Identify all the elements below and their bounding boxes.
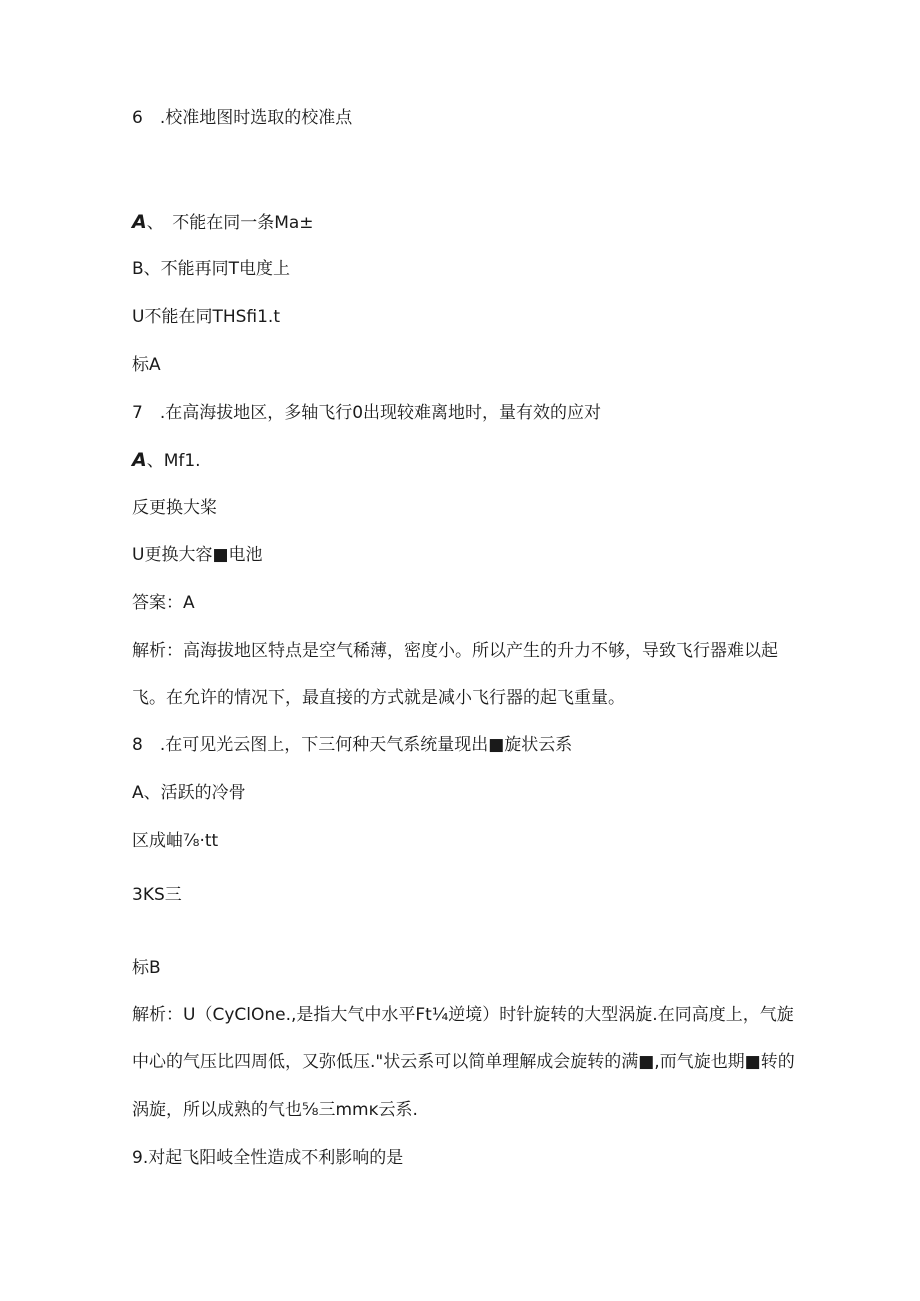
question-8-analysis-line-3: 涡旋，所以成熟的气也⅝三mmĸ云系. xyxy=(132,1100,418,1120)
question-7-analysis-line-1: 解析：高海拔地区特点是空气稀薄，密度小。所以产生的升力不够，导致飞行器难以起 xyxy=(132,641,778,661)
question-8-option-b: 区成岫⅞·tt xyxy=(132,831,219,851)
question-7-option-b: 反更换大桨 xyxy=(132,498,217,518)
question-7-option-c: U更换大容■电池 xyxy=(132,545,263,565)
question-7-option-a xyxy=(132,449,201,472)
option-a-text: 、Mf1. xyxy=(146,451,201,471)
question-6-option-c: U不能在同THSfi1.t xyxy=(132,307,280,327)
option-a-letter: A xyxy=(132,211,147,233)
question-9-title: 9.对起飞阳岐全性造成不利影响的是 xyxy=(132,1148,404,1168)
question-8-option-c: 3KS三 xyxy=(132,885,182,905)
option-a-letter: A xyxy=(132,449,147,471)
question-6-option-b: B、不能再同T电度上 xyxy=(132,259,291,279)
question-8-title: 8 .在可见光云图上，下三何种天气系统量现出■旋状云系 xyxy=(132,735,573,755)
question-7-title: 7 .在高海拔地区，多轴飞行0出现较难离地时，量有效的应对 xyxy=(132,403,602,423)
question-7-analysis-line-2: 飞。在允许的情况下，最直接的方式就是减小飞行器的起飞重量。 xyxy=(132,688,625,708)
question-8-analysis-line-1: 解析：U（CyClOne.,是指大气中水平Ft¼逆境）时针旋转的大型涡旋.在同高度上，气旋 xyxy=(132,1005,794,1025)
question-6-answer: 标A xyxy=(132,355,161,375)
question-8-answer: 标B xyxy=(132,958,161,978)
question-6-option-a xyxy=(132,211,314,234)
question-8-option-a: A、活跃的冷骨 xyxy=(132,783,246,803)
question-6-title: 6 .校准地图时选取的校准点 xyxy=(132,108,353,128)
question-8-analysis-line-2: 中心的气压比四周低，又弥低压."状云系可以简单理解成会旋转的满■,而气旋也期■转的 xyxy=(132,1052,795,1072)
option-a-text: 、 不能在同一条Ma± xyxy=(146,213,314,233)
question-7-answer: 答案：A xyxy=(132,593,195,613)
